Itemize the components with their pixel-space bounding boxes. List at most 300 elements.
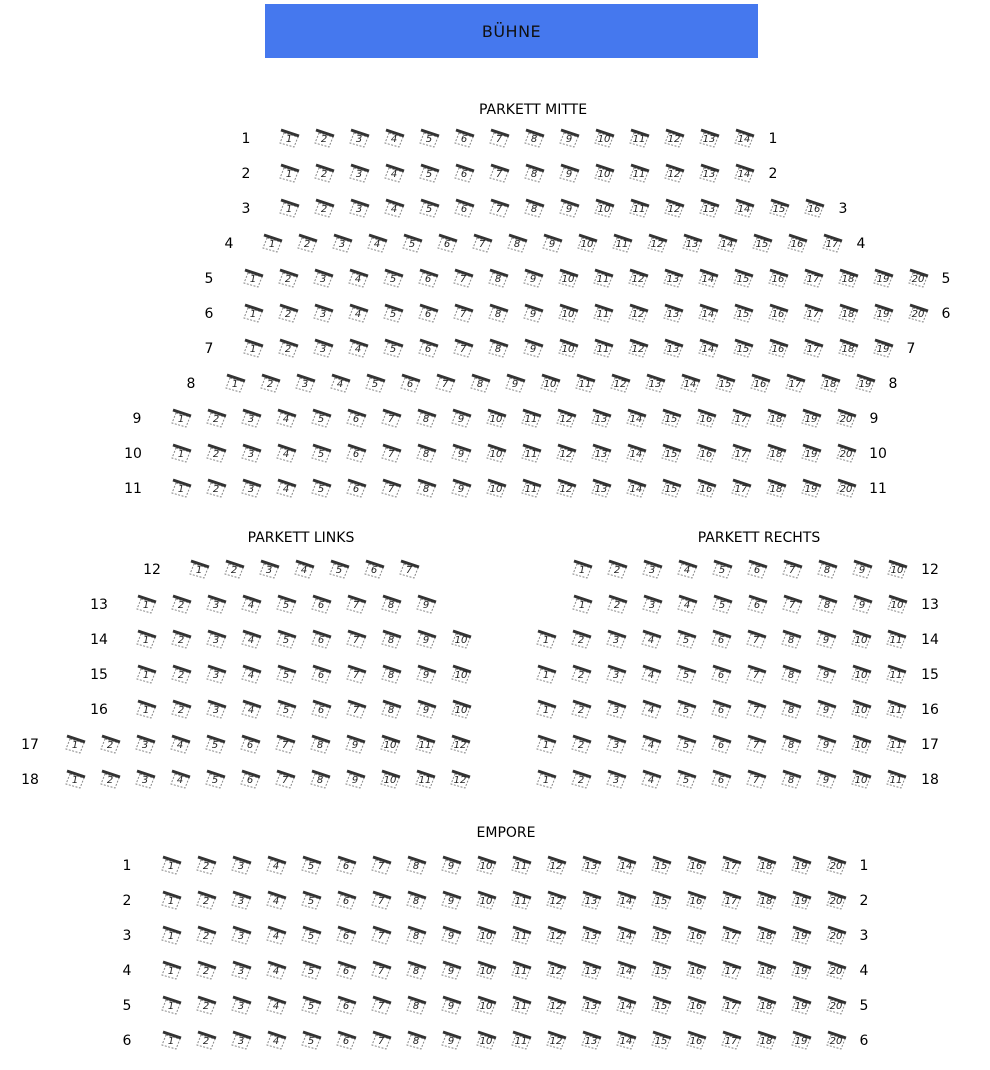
seat[interactable] <box>293 561 315 579</box>
seat[interactable] <box>662 340 684 358</box>
seat[interactable] <box>751 235 773 253</box>
seat[interactable] <box>345 596 367 614</box>
seat[interactable] <box>399 375 421 393</box>
seat[interactable] <box>730 445 752 463</box>
seat[interactable] <box>469 375 491 393</box>
seat[interactable] <box>309 771 331 789</box>
seat[interactable] <box>475 892 497 910</box>
seat[interactable] <box>278 200 300 218</box>
seat[interactable] <box>815 631 837 649</box>
seat[interactable] <box>854 375 876 393</box>
seat[interactable] <box>242 270 264 288</box>
seat[interactable] <box>784 375 806 393</box>
seat[interactable] <box>405 892 427 910</box>
seat[interactable] <box>310 631 332 649</box>
seat[interactable] <box>242 305 264 323</box>
seat[interactable] <box>580 892 602 910</box>
seat[interactable] <box>837 305 859 323</box>
seat[interactable] <box>345 701 367 719</box>
seat[interactable] <box>660 480 682 498</box>
seat[interactable] <box>541 235 563 253</box>
seat[interactable] <box>650 1032 672 1050</box>
seat[interactable] <box>800 480 822 498</box>
seat[interactable] <box>590 445 612 463</box>
seat[interactable] <box>837 270 859 288</box>
seat[interactable] <box>730 480 752 498</box>
seat[interactable] <box>310 596 332 614</box>
seat[interactable] <box>695 445 717 463</box>
seat[interactable] <box>580 962 602 980</box>
seat[interactable] <box>837 340 859 358</box>
seat[interactable] <box>205 666 227 684</box>
seat[interactable] <box>440 1032 462 1050</box>
seat[interactable] <box>170 631 192 649</box>
seat[interactable] <box>452 340 474 358</box>
seat[interactable] <box>363 561 385 579</box>
seat[interactable] <box>275 701 297 719</box>
seat[interactable] <box>329 375 351 393</box>
seat[interactable] <box>242 340 264 358</box>
seat[interactable] <box>506 235 528 253</box>
seat[interactable] <box>405 927 427 945</box>
seat[interactable] <box>695 410 717 428</box>
seat[interactable] <box>335 892 357 910</box>
seat[interactable] <box>195 892 217 910</box>
seat[interactable] <box>627 270 649 288</box>
seat[interactable] <box>188 561 210 579</box>
seat[interactable] <box>650 857 672 875</box>
seat[interactable] <box>195 962 217 980</box>
seat[interactable] <box>488 130 510 148</box>
seat[interactable] <box>344 736 366 754</box>
seat[interactable] <box>765 410 787 428</box>
seat[interactable] <box>345 445 367 463</box>
seat[interactable] <box>475 997 497 1015</box>
seat[interactable] <box>379 771 401 789</box>
seat[interactable] <box>850 701 872 719</box>
seat[interactable] <box>485 445 507 463</box>
seat[interactable] <box>746 561 768 579</box>
seat[interactable] <box>590 480 612 498</box>
seat[interactable] <box>625 410 647 428</box>
seat[interactable] <box>681 235 703 253</box>
seat[interactable] <box>790 997 812 1015</box>
seat[interactable] <box>520 410 542 428</box>
seat[interactable] <box>720 997 742 1015</box>
seat[interactable] <box>240 445 262 463</box>
seat[interactable] <box>345 410 367 428</box>
seat[interactable] <box>605 666 627 684</box>
seat[interactable] <box>259 375 281 393</box>
seat[interactable] <box>335 927 357 945</box>
seat[interactable] <box>641 596 663 614</box>
seat[interactable] <box>277 340 299 358</box>
seat[interactable] <box>475 962 497 980</box>
seat[interactable] <box>160 892 182 910</box>
seat[interactable] <box>745 631 767 649</box>
seat[interactable] <box>170 445 192 463</box>
seat[interactable] <box>557 270 579 288</box>
seat[interactable] <box>452 305 474 323</box>
seat[interactable] <box>695 480 717 498</box>
seat[interactable] <box>755 962 777 980</box>
seat[interactable] <box>675 666 697 684</box>
seat[interactable] <box>520 445 542 463</box>
seat[interactable] <box>380 631 402 649</box>
seat[interactable] <box>345 631 367 649</box>
seat[interactable] <box>545 962 567 980</box>
seat[interactable] <box>265 997 287 1015</box>
seat[interactable] <box>745 736 767 754</box>
seat[interactable] <box>790 857 812 875</box>
seat[interactable] <box>800 410 822 428</box>
seat[interactable] <box>685 962 707 980</box>
seat[interactable] <box>450 410 472 428</box>
seat[interactable] <box>230 927 252 945</box>
seat[interactable] <box>239 736 261 754</box>
seat[interactable] <box>169 736 191 754</box>
seat[interactable] <box>64 771 86 789</box>
seat[interactable] <box>732 270 754 288</box>
seat[interactable] <box>592 305 614 323</box>
seat[interactable] <box>780 736 802 754</box>
seat[interactable] <box>675 701 697 719</box>
seat[interactable] <box>160 997 182 1015</box>
seat[interactable] <box>240 480 262 498</box>
seat[interactable] <box>475 1032 497 1050</box>
seat[interactable] <box>170 596 192 614</box>
seat[interactable] <box>383 165 405 183</box>
seat[interactable] <box>205 410 227 428</box>
seat[interactable] <box>522 305 544 323</box>
seat[interactable] <box>370 892 392 910</box>
seat[interactable] <box>790 962 812 980</box>
seat[interactable] <box>450 480 472 498</box>
seat[interactable] <box>440 927 462 945</box>
seat[interactable] <box>767 270 789 288</box>
seat[interactable] <box>640 701 662 719</box>
seat[interactable] <box>449 736 471 754</box>
seat[interactable] <box>134 736 156 754</box>
seat[interactable] <box>640 771 662 789</box>
seat[interactable] <box>576 235 598 253</box>
seat[interactable] <box>510 857 532 875</box>
seat[interactable] <box>615 892 637 910</box>
seat[interactable] <box>380 596 402 614</box>
seat[interactable] <box>335 997 357 1015</box>
seat[interactable] <box>240 410 262 428</box>
seat[interactable] <box>733 165 755 183</box>
seat[interactable] <box>627 340 649 358</box>
seat[interactable] <box>205 480 227 498</box>
seat[interactable] <box>277 305 299 323</box>
seat[interactable] <box>685 1032 707 1050</box>
seat[interactable] <box>710 631 732 649</box>
seat[interactable] <box>440 857 462 875</box>
seat[interactable] <box>851 596 873 614</box>
seat[interactable] <box>347 305 369 323</box>
seat[interactable] <box>644 375 666 393</box>
seat[interactable] <box>504 375 526 393</box>
seat[interactable] <box>780 771 802 789</box>
seat[interactable] <box>590 410 612 428</box>
seat[interactable] <box>170 701 192 719</box>
seat[interactable] <box>790 1032 812 1050</box>
seat[interactable] <box>383 200 405 218</box>
seat[interactable] <box>885 631 907 649</box>
seat[interactable] <box>380 410 402 428</box>
seat[interactable] <box>135 666 157 684</box>
seat[interactable] <box>487 305 509 323</box>
seat[interactable] <box>195 927 217 945</box>
seat[interactable] <box>720 892 742 910</box>
seat[interactable] <box>545 1032 567 1050</box>
seat[interactable] <box>675 736 697 754</box>
seat[interactable] <box>662 305 684 323</box>
seat[interactable] <box>650 962 672 980</box>
seat[interactable] <box>710 736 732 754</box>
seat[interactable] <box>628 165 650 183</box>
seat[interactable] <box>398 561 420 579</box>
seat[interactable] <box>380 701 402 719</box>
seat[interactable] <box>331 235 353 253</box>
seat[interactable] <box>710 701 732 719</box>
seat[interactable] <box>370 962 392 980</box>
seat[interactable] <box>488 200 510 218</box>
seat[interactable] <box>258 561 280 579</box>
seat[interactable] <box>802 305 824 323</box>
seat[interactable] <box>335 1032 357 1050</box>
seat[interactable] <box>825 927 847 945</box>
seat[interactable] <box>265 857 287 875</box>
seat[interactable] <box>382 340 404 358</box>
seat[interactable] <box>802 340 824 358</box>
seat[interactable] <box>382 305 404 323</box>
seat[interactable] <box>781 561 803 579</box>
seat[interactable] <box>300 1032 322 1050</box>
seat[interactable] <box>195 997 217 1015</box>
seat[interactable] <box>135 701 157 719</box>
seat[interactable] <box>663 165 685 183</box>
seat[interactable] <box>558 165 580 183</box>
seat[interactable] <box>907 305 929 323</box>
seat[interactable] <box>487 340 509 358</box>
seat[interactable] <box>780 631 802 649</box>
seat[interactable] <box>850 631 872 649</box>
seat[interactable] <box>755 997 777 1015</box>
seat[interactable] <box>615 857 637 875</box>
seat[interactable] <box>275 631 297 649</box>
seat[interactable] <box>885 736 907 754</box>
seat[interactable] <box>580 857 602 875</box>
seat[interactable] <box>230 1032 252 1050</box>
seat[interactable] <box>310 666 332 684</box>
seat[interactable] <box>825 857 847 875</box>
seat[interactable] <box>415 701 437 719</box>
seat[interactable] <box>205 701 227 719</box>
seat[interactable] <box>816 561 838 579</box>
seat[interactable] <box>160 962 182 980</box>
seat[interactable] <box>522 270 544 288</box>
seat[interactable] <box>825 997 847 1015</box>
seat[interactable] <box>732 340 754 358</box>
seat[interactable] <box>265 927 287 945</box>
seat[interactable] <box>415 410 437 428</box>
seat[interactable] <box>790 892 812 910</box>
seat[interactable] <box>265 892 287 910</box>
seat[interactable] <box>765 445 787 463</box>
seat[interactable] <box>370 927 392 945</box>
seat[interactable] <box>625 445 647 463</box>
seat[interactable] <box>275 445 297 463</box>
seat[interactable] <box>310 480 332 498</box>
seat[interactable] <box>313 130 335 148</box>
seat[interactable] <box>815 666 837 684</box>
seat[interactable] <box>593 200 615 218</box>
seat[interactable] <box>230 997 252 1015</box>
seat[interactable] <box>821 235 843 253</box>
seat[interactable] <box>440 892 462 910</box>
seat[interactable] <box>746 596 768 614</box>
seat[interactable] <box>593 165 615 183</box>
seat[interactable] <box>450 631 472 649</box>
seat[interactable] <box>370 857 392 875</box>
seat[interactable] <box>803 200 825 218</box>
seat[interactable] <box>379 736 401 754</box>
seat[interactable] <box>204 771 226 789</box>
seat[interactable] <box>592 340 614 358</box>
seat[interactable] <box>328 561 350 579</box>
seat[interactable] <box>640 631 662 649</box>
seat[interactable] <box>275 666 297 684</box>
seat[interactable] <box>781 596 803 614</box>
seat[interactable] <box>405 857 427 875</box>
seat[interactable] <box>415 631 437 649</box>
seat[interactable] <box>767 340 789 358</box>
seat[interactable] <box>555 410 577 428</box>
seat[interactable] <box>851 561 873 579</box>
seat[interactable] <box>676 596 698 614</box>
seat[interactable] <box>698 130 720 148</box>
seat[interactable] <box>545 892 567 910</box>
seat[interactable] <box>697 270 719 288</box>
seat[interactable] <box>99 736 121 754</box>
seat[interactable] <box>570 666 592 684</box>
seat[interactable] <box>605 771 627 789</box>
seat[interactable] <box>535 701 557 719</box>
seat[interactable] <box>453 130 475 148</box>
seat[interactable] <box>310 701 332 719</box>
seat[interactable] <box>835 410 857 428</box>
seat[interactable] <box>615 927 637 945</box>
seat[interactable] <box>886 561 908 579</box>
seat[interactable] <box>401 235 423 253</box>
seat[interactable] <box>663 200 685 218</box>
seat[interactable] <box>450 445 472 463</box>
seat[interactable] <box>625 480 647 498</box>
seat[interactable] <box>240 631 262 649</box>
seat[interactable] <box>344 771 366 789</box>
seat[interactable] <box>405 997 427 1015</box>
seat[interactable] <box>676 561 698 579</box>
seat[interactable] <box>710 771 732 789</box>
seat[interactable] <box>646 235 668 253</box>
seat[interactable] <box>570 631 592 649</box>
seat[interactable] <box>415 596 437 614</box>
seat[interactable] <box>535 666 557 684</box>
seat[interactable] <box>414 736 436 754</box>
seat[interactable] <box>313 165 335 183</box>
seat[interactable] <box>195 1032 217 1050</box>
seat[interactable] <box>571 596 593 614</box>
seat[interactable] <box>627 305 649 323</box>
seat[interactable] <box>605 736 627 754</box>
seat[interactable] <box>278 165 300 183</box>
seat[interactable] <box>650 997 672 1015</box>
seat[interactable] <box>223 561 245 579</box>
seat[interactable] <box>475 857 497 875</box>
seat[interactable] <box>615 962 637 980</box>
seat[interactable] <box>535 631 557 649</box>
seat[interactable] <box>650 892 672 910</box>
seat[interactable] <box>278 130 300 148</box>
seat[interactable] <box>545 997 567 1015</box>
seat[interactable] <box>417 340 439 358</box>
seat[interactable] <box>453 200 475 218</box>
seat[interactable] <box>510 892 532 910</box>
seat[interactable] <box>755 1032 777 1050</box>
seat[interactable] <box>240 596 262 614</box>
seat[interactable] <box>697 340 719 358</box>
seat[interactable] <box>205 445 227 463</box>
seat[interactable] <box>265 962 287 980</box>
seat[interactable] <box>640 666 662 684</box>
seat[interactable] <box>335 857 357 875</box>
seat[interactable] <box>745 701 767 719</box>
seat[interactable] <box>605 631 627 649</box>
seat[interactable] <box>312 340 334 358</box>
seat[interactable] <box>662 270 684 288</box>
seat[interactable] <box>239 771 261 789</box>
seat[interactable] <box>535 736 557 754</box>
seat[interactable] <box>615 997 637 1015</box>
seat[interactable] <box>300 927 322 945</box>
seat[interactable] <box>418 200 440 218</box>
seat[interactable] <box>160 927 182 945</box>
seat[interactable] <box>790 927 812 945</box>
seat[interactable] <box>745 771 767 789</box>
seat[interactable] <box>545 857 567 875</box>
seat[interactable] <box>310 445 332 463</box>
seat[interactable] <box>720 927 742 945</box>
seat[interactable] <box>205 596 227 614</box>
seat[interactable] <box>835 445 857 463</box>
seat[interactable] <box>450 701 472 719</box>
seat[interactable] <box>440 962 462 980</box>
seat[interactable] <box>685 892 707 910</box>
seat[interactable] <box>555 480 577 498</box>
seat[interactable] <box>850 736 872 754</box>
seat[interactable] <box>205 631 227 649</box>
seat[interactable] <box>850 771 872 789</box>
seat[interactable] <box>169 771 191 789</box>
seat[interactable] <box>471 235 493 253</box>
seat[interactable] <box>628 130 650 148</box>
seat[interactable] <box>660 410 682 428</box>
seat[interactable] <box>800 445 822 463</box>
seat[interactable] <box>815 701 837 719</box>
seat[interactable] <box>170 410 192 428</box>
